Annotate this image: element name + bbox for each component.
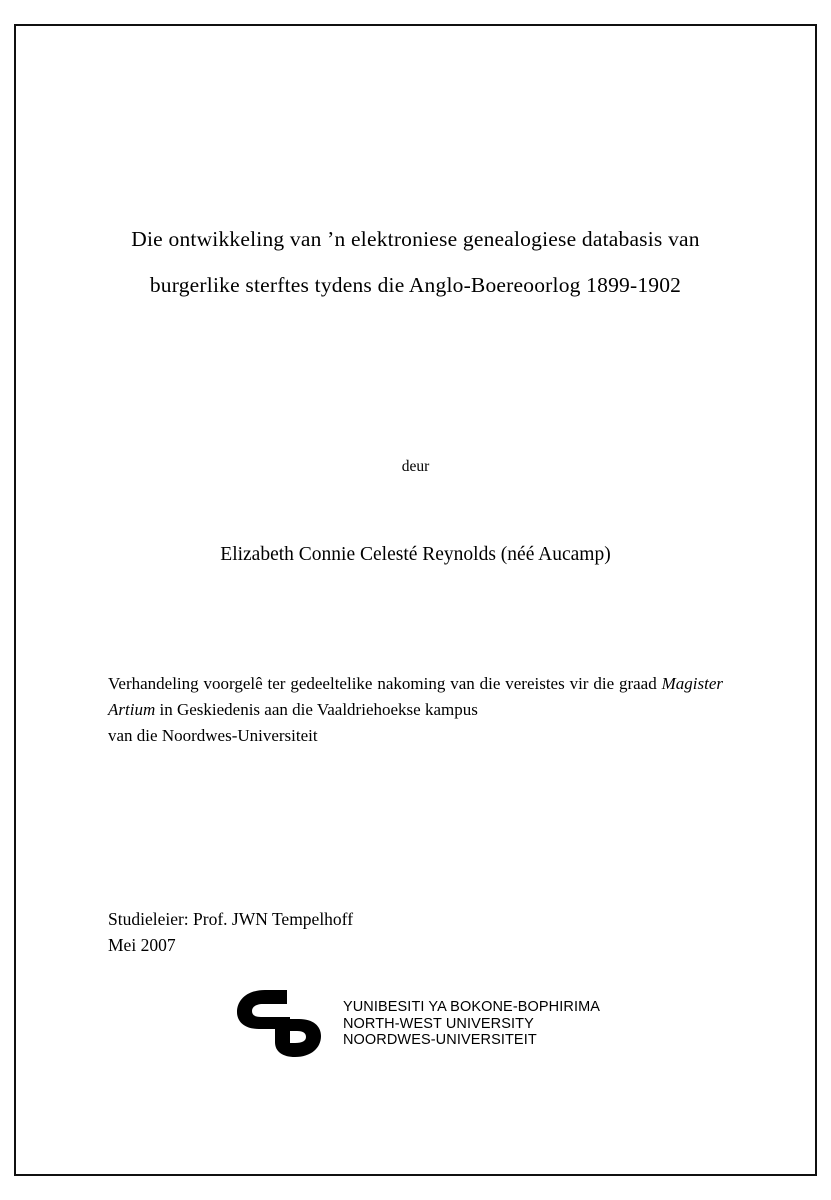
document-title <box>106 216 725 308</box>
submission-statement-paragraph <box>108 671 723 723</box>
by-label: deur <box>401 458 430 475</box>
title-line-2: burgerlike sterftes tydens die Anglo-Boereoorlog 1899-1902 <box>149 273 682 297</box>
submission-statement-part3: van die Noordwes-Universiteit <box>108 726 318 745</box>
north-west-university-logo-icon <box>231 986 335 1060</box>
supervisor-block <box>108 906 353 958</box>
logo-text-line-1: YUNIBESITI YA BOKONE-BOPHIRIMA <box>342 999 601 1016</box>
university-logo-text <box>343 997 600 1049</box>
submission-statement <box>108 671 723 749</box>
page-content <box>16 26 815 1174</box>
author-name: Elizabeth Connie Celesté Reynolds (néé Aucamp) <box>220 544 611 565</box>
page-border <box>14 24 817 1176</box>
submission-statement-part1: Verhandeling voorgelê ter gedeeltelike nakoming van die vereistes vir die graad <box>108 674 662 693</box>
date-line: Mei 2007 <box>108 935 176 955</box>
university-logo-block <box>16 986 815 1060</box>
degree-name: Magister Artium <box>108 674 723 719</box>
submission-statement-part2: in Geskiedenis aan die Vaaldriehoekse kampus <box>155 700 478 719</box>
supervisor-line: Studieleier: Prof. JWN Tempelhoff <box>108 909 354 929</box>
logo-text-line-3: NOORDWES-UNIVERSITEIT <box>342 1032 537 1049</box>
title-line-1: Die ontwikkeling van ’n elektroniese genealogiese databasis van <box>131 227 700 251</box>
logo-text-line-2: NORTH-WEST UNIVERSITY <box>342 1015 534 1032</box>
